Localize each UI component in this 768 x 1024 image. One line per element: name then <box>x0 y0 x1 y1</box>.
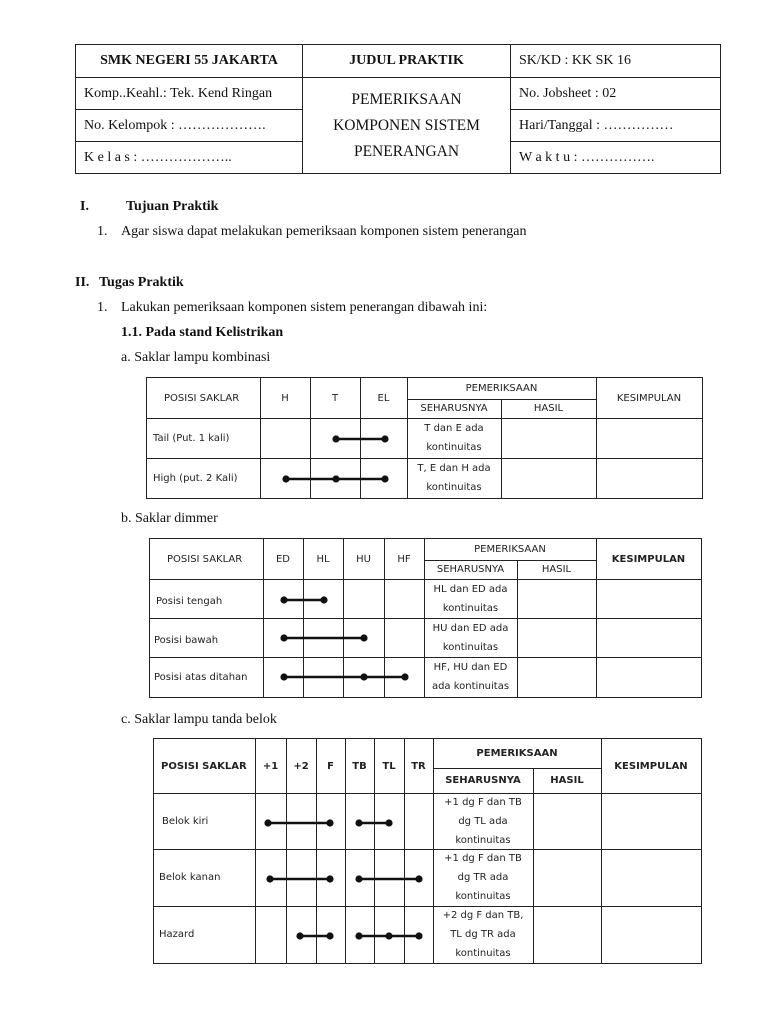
header-terminal: HU <box>356 553 371 565</box>
continuity-posisi-bawah <box>280 634 367 641</box>
row-label: Belok kiri <box>162 815 209 827</box>
header-seharusnya: SEHARUSNYA <box>420 403 488 414</box>
subitem-c-label: c. Saklar lampu tanda belok <box>121 712 277 727</box>
continuity-diagram <box>147 378 702 498</box>
header-hasil: HASIL <box>541 564 572 575</box>
header-pemeriksaan: PEMERIKSAAN <box>476 748 558 759</box>
expected-line: kontinuitas <box>426 482 482 493</box>
section-2-number: II. <box>75 275 90 290</box>
subitem-a-label: a. Saklar lampu kombinasi <box>121 350 271 365</box>
expected-line: +1 dg F dan TB <box>444 796 522 808</box>
header-terminal: +1 <box>262 760 279 772</box>
expected-line: ada kontinuitas <box>431 681 510 692</box>
subitem-b-label: b. Saklar dimmer <box>121 511 218 526</box>
header-posisi-saklar: POSISI SAKLAR <box>164 392 240 404</box>
header-terminal: ED <box>275 553 291 565</box>
row-label: High (put. 2 Kali) <box>153 472 238 484</box>
expected-line: T, E dan H ada <box>417 463 491 474</box>
continuity-belok-kanan <box>266 875 422 882</box>
continuity-hazard <box>296 932 422 939</box>
header-terminal: HF <box>397 553 411 565</box>
section-1-number: I. <box>80 199 89 214</box>
header-terminal: TB <box>352 760 367 772</box>
table-saklar-dimmer <box>149 538 702 698</box>
header-terminal: T <box>331 392 339 404</box>
header-pemeriksaan: PEMERIKSAAN <box>474 544 546 555</box>
row-label: Posisi tengah <box>156 596 223 607</box>
header-terminal: HL <box>316 553 330 565</box>
continuity-high <box>282 475 388 482</box>
row-label: Tail (Put. 1 kali) <box>153 432 230 444</box>
header-table <box>75 44 721 174</box>
subsection-title: 1.1. Pada stand Kelistrikan <box>121 325 284 340</box>
continuity-posisi-tengah <box>280 596 327 603</box>
header-terminal: EL <box>377 392 390 404</box>
table-saklar-tanda-belok <box>153 738 702 964</box>
header-hasil: HASIL <box>550 775 584 786</box>
expected-line: kontinuitas <box>426 442 482 453</box>
section-1-item-number: 1. <box>97 224 108 239</box>
expected-line: TL dg TR ada <box>450 929 516 940</box>
row-label: Posisi atas ditahan <box>154 671 248 683</box>
row-label: Hazard <box>159 929 195 940</box>
section-1-title: Tujuan Praktik <box>126 199 219 214</box>
header-posisi-saklar: POSISI SAKLAR <box>161 760 247 772</box>
expected-line: HL dan ED ada <box>433 583 508 595</box>
header-hasil: HASIL <box>533 403 564 414</box>
expected-line: T dan E ada <box>424 423 484 434</box>
header-pemeriksaan: PEMERIKSAAN <box>465 383 538 394</box>
expected-line: +1 dg F dan TB <box>444 853 522 864</box>
continuity-diagram <box>150 539 701 697</box>
header-kesimpulan: KESIMPULAN <box>616 392 682 404</box>
title-line: PENERANGAN <box>353 142 460 160</box>
waktu-field: W a k t u : ……………. <box>511 142 721 174</box>
hari-tanggal-field: Hari/Tanggal : …………… <box>511 110 721 142</box>
jobsheet-number: No. Jobsheet : 02 <box>511 78 721 110</box>
title-line: KOMPONEN SISTEM <box>333 116 480 134</box>
section-2-title: Tugas Praktik <box>99 275 184 290</box>
header-seharusnya: SEHARUSNYA <box>445 775 521 786</box>
expected-line: kontinuitas <box>455 891 511 902</box>
table-saklar-kombinasi <box>146 377 703 499</box>
header-seharusnya: SEHARUSNYA <box>436 564 505 575</box>
sk-kd: SK/KD : KK SK 16 <box>511 45 721 78</box>
judul-praktik-label: JUDUL PRAKTIK <box>303 45 511 78</box>
expected-line: kontinuitas <box>442 602 499 614</box>
header-kesimpulan: KESIMPULAN <box>611 553 686 565</box>
school-name: SMK NEGERI 55 JAKARTA <box>76 45 303 78</box>
expected-line: dg TL ada <box>458 815 508 827</box>
expected-line: kontinuitas <box>442 641 499 653</box>
section-2-item: Lakukan pemeriksaan komponen sistem penerangan dibawah ini: <box>121 300 488 315</box>
expected-line: kontinuitas <box>455 834 511 846</box>
header-terminal: H <box>281 392 289 404</box>
expected-line: dg TR ada <box>457 872 509 883</box>
kelompok-field: No. Kelompok : ………………. <box>76 110 303 142</box>
kompetensi-keahlian: Komp..Keahl.: Tek. Kend Ringan <box>76 78 303 110</box>
header-terminal: F <box>327 760 334 772</box>
kelas-field: K e l a s : ……………….. <box>76 142 303 174</box>
header-posisi-saklar: POSISI SAKLAR <box>167 553 243 565</box>
title-line: PEMERIKSAAN <box>351 90 462 108</box>
section-1-item: Agar siswa dapat melakukan pemeriksaan komponen sistem penerangan <box>121 224 527 239</box>
header-terminal: TR <box>411 760 426 772</box>
header-terminal: +2 <box>293 760 309 772</box>
header-kesimpulan: KESIMPULAN <box>614 760 688 772</box>
expected-line: HU dan ED ada <box>432 622 509 634</box>
continuity-belok-kiri <box>264 819 392 826</box>
row-label: Posisi bawah <box>154 635 219 646</box>
expected-line: HF, HU dan ED <box>433 662 508 673</box>
header-terminal: TL <box>382 760 396 772</box>
expected-line: +2 dg F dan TB, <box>442 910 524 921</box>
continuity-tail <box>332 435 388 442</box>
continuity-posisi-atas <box>280 673 408 680</box>
continuity-diagram <box>154 739 701 963</box>
row-label: Belok kanan <box>159 872 221 883</box>
section-2-item-number: 1. <box>97 300 108 315</box>
expected-line: kontinuitas <box>455 948 511 959</box>
practice-title <box>303 78 511 174</box>
